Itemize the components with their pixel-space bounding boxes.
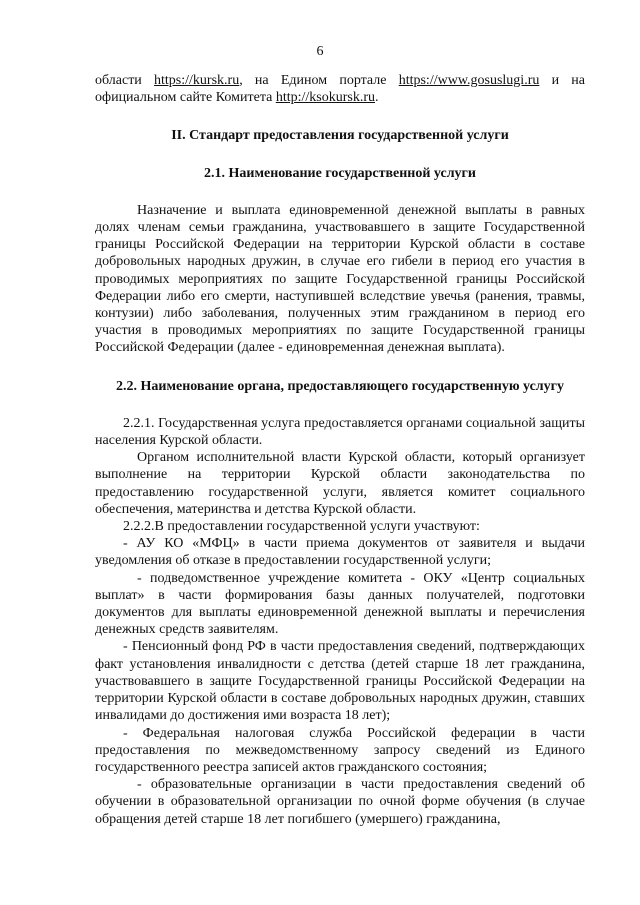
kursk-link[interactable]: https://kursk.ru <box>154 73 240 88</box>
section-2-1-title: 2.1. Наименование государственной услуги <box>204 165 476 181</box>
intro-text-before: области <box>95 73 155 88</box>
section-2-2-paragraph-2: Органом исполнительной власти Курской области, который организует выполнение на территории Курской области законодательства по предоставлению государственной услуги, является комитет социального обеспечения, материнства и детства Курской области. <box>95 450 585 517</box>
participant-item: - АУ КО «МФЦ» в части приема документов от заявителя и выдачи уведомления об отказе в предоставлении государственной услуги; <box>95 536 585 569</box>
participant-item: - Федеральная налоговая служба Российской федерации в части предоставления по межведомственному запросу сведений из Единого государственного реестра записей актов гражданского состояния; <box>95 725 585 775</box>
section-2-1-body: Назначение и выплата единовременной денежной выплаты в равных долях членам семьи гражданина, участвовавшего в защите Государственной границы Российской Федерации на территории Курской области в составе добровольных народных дружин, в случае его гибели в период его участия в проводимых мероприятиях по защите Государственной границы Российской Федерации либо его смерти, наступившей вследствие увечья (ранения, травмы, контузии) либо заболевания, полученных этим гражданином в период его участия в проводимых мероприятиях по защите Государственной границы Российской Федерации (далее - единовременная денежная выплата). <box>95 202 585 356</box>
participant-item: - образовательные организации в части предоставления сведений об обучении в образовательной организации по очной форме обучения (в случае обращения детей старше 18 лет погибшего (умершего) гражданина, <box>95 777 585 827</box>
page-content <box>95 72 585 828</box>
intro-text-after: и на официальном сайте Комитета <box>95 73 586 106</box>
ksokursk-link[interactable]: http://ksokursk.ru <box>275 90 375 106</box>
intro-text-middle: , на Едином портале <box>239 73 399 88</box>
section-2-title: II. Стандарт предоставления государственной услуги <box>171 128 509 144</box>
intro-paragraph <box>95 72 585 106</box>
intro-text-end: . <box>375 90 379 106</box>
gosuslugi-link[interactable]: https://www.gosuslugi.ru <box>398 73 540 88</box>
section-2-2-paragraph-1: 2.2.1. Государственная услуга предоставляется органами социальной защиты населения Курской области. <box>95 415 585 449</box>
page-number: 6 <box>316 44 324 59</box>
section-2-2-paragraph-3: 2.2.2.В предоставлении государственной услуги участвуют: <box>123 519 480 535</box>
participant-item: - подведомственное учреждение комитета - ОКУ «Центр социальных выплат» в части формирования базы данных получателей, подготовки документов для выплаты единовременной денежной выплаты и перечисления денежных средств заявителям. <box>95 570 585 638</box>
section-2-2-title: 2.2. Наименование органа, предоставляющего государственную услугу <box>115 378 565 394</box>
participant-item: - Пенсионный фонд РФ в части предоставления сведений, подтверждающих факт установления инвалидности с детства (детей старше 18 лет гражданина, участвовавшего в защите Государственной границы Российской Федерации на территории Курской области в составе добровольных народных дружин, ставших инвалидами до достижения ими возраста 18 лет); <box>95 639 585 724</box>
